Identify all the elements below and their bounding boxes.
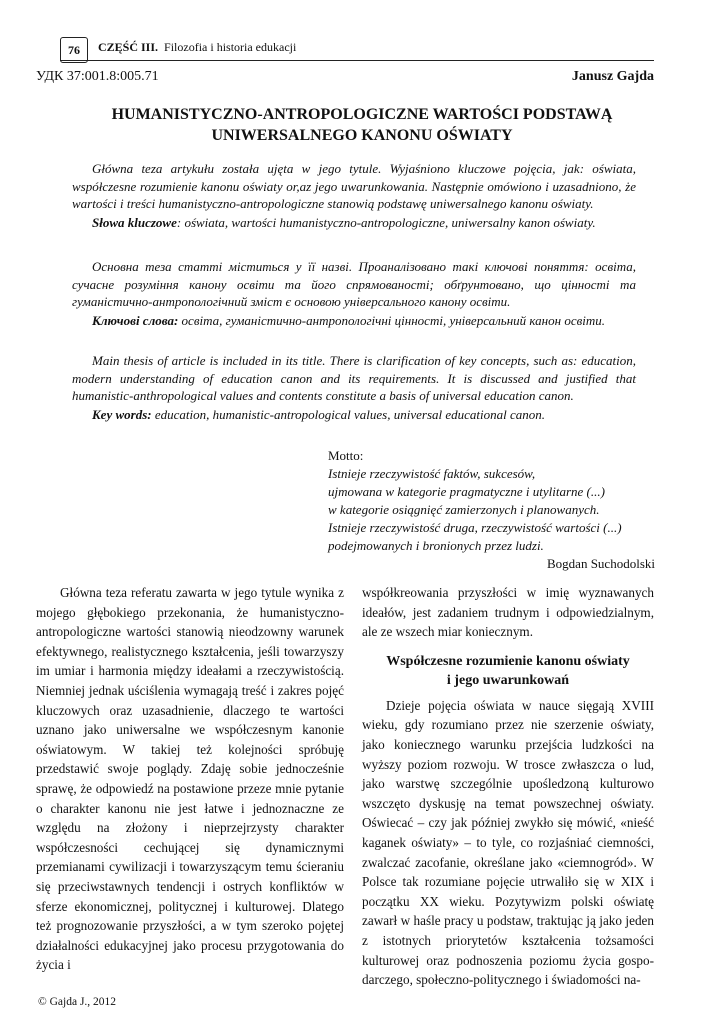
abstract-english xyxy=(72,352,636,423)
running-header xyxy=(98,40,296,55)
keywords-english-text: education, humanistic-antropological values, universal educational canon. xyxy=(151,406,546,422)
body-right-column xyxy=(362,583,654,990)
motto-line: ujmowana w kategorie pragmatyczne i utylitarne (...) xyxy=(328,484,605,499)
section-title: Filozofia i historia edukacji xyxy=(164,40,297,54)
section-heading xyxy=(362,652,654,690)
page-number: 76 xyxy=(60,37,88,63)
copyright-footer: © Gajda J., 2012 xyxy=(38,996,117,1008)
author-name: Janusz Gajda xyxy=(571,69,654,84)
keywords-ukrainian-text: освіта, гуманістично-антропологічні цінності, універсальний канон освіти. xyxy=(178,312,605,328)
header-rule xyxy=(60,60,654,61)
abstract-polish xyxy=(72,160,636,231)
body-paragraph-continuation: współkreowania przyszłości w imię wyznawanych ideałów, jest zadaniem trudnym i odpowiedzialnym, ale ze wszech miar koniecznym. xyxy=(362,585,654,640)
body-paragraph: Główna teza referatu zawarta w jego tytule wynika z mojego głębokiego przekonania, że humanistyczno-antropologiczne wartości stanowią nieodzowny warunek efektywnego, realistycznego kształcenia, jeśli towarzyszy im umiar i harmonia między ideałami a rzeczywistością. Niemniej jednak uściślenia wymagają treść i zakres pojęć kluczowych oraz uzasadnienie, dlaczego te wartości uznano jako uniwersalne we współczesnym kanonie oświatowym. W takiej też kolejności spróbuję przedstawić swoje poglądy. Zdaję sobie jednocześnie sprawę, że odpowiedź na postawione przeze mnie pytanie o charakter kanonu nie jest łatwe i jednoznaczne ze względu na złożony i nieprzejrzysty charakter współczesności cechującej się dynamicznymi przemianami cywilizacji i towarzyszącym temu ścieraniu się przeciwstawnych tendencji i ostrych konfliktów w sferze ekonomicznej, politycznej i kulturowej. Dlatego też prognozowanie przyszłości, a w tym szeroko pojętej działalności edukacyjnej jako procesu przygotowania do życia i xyxy=(36,585,344,973)
motto xyxy=(328,447,655,573)
title-line-2: UNIWERSALNEGO KANONU OŚWIATY xyxy=(211,127,513,144)
keywords-polish-label: Słowa kluczowe xyxy=(92,214,177,230)
section-heading-line-1: Współczesne rozumienie kanonu oświaty xyxy=(386,653,630,669)
abstract-english-text: Main thesis of article is included in its title. There is clarification of key concepts, such as: education, modern understanding of education canon and its requirements. It is discussed and justified that humanistic-anthropological values and contents constitute a basis of universal education canon. xyxy=(72,353,636,403)
body-paragraph: Dzieje pojęcia oświata w nauce sięgają XVIII wieku, gdy rozumiano przez nie szerzenie oświaty, jako koniecznego warunku przejścia ludzkości na wyższy poziom rozwoju. W trosce zwłaszcza o lud, jako warstwę szczególnie upośledzoną kulturowo wszczęto dyskusję na temat powszechnej oświaty. Oświecać – czy jak później zwykło się mówić, «nieść kaganek oświaty» – to tyle, co rozjaśniać ciemności, zwalczać zacofanie, określane jako «ciemnogród». W Polsce tak rozumiane pojęcie utrwaliło się w XIX i początku XX wieku. Pozytywizm polski oświatę zawarł w haśle pracy u podstaw, traktując ją jako jeden z istotnych priorytetów kształcenia tożsamości kulturowej oraz podnoszenia poziomu życia gospodarczego, społeczno-politycznego i świadomości na- xyxy=(362,697,654,988)
keywords-english-label: Key words: xyxy=(92,406,152,422)
motto-line: podejmowanych i bronionych przez ludzi. xyxy=(328,538,544,553)
abstract-ukrainian-text: Основна теза статті міститься у її назві. Проаналізовано такі ключові поняття: освіта, сучасне розуміння канону освіти та його спрямованості; обґрунтовано, що цінності та гуманістично-антропологічний зміст є основою універсального канону освіти. xyxy=(72,259,636,309)
motto-label: Motto: xyxy=(328,448,364,463)
keywords-english xyxy=(72,406,636,424)
motto-attribution: Bogdan Suchodolski xyxy=(547,556,655,571)
section-label: CZĘŚĆ III. xyxy=(98,40,159,54)
abstract-ukrainian xyxy=(72,258,636,329)
keywords-polish-text: : oświata, wartości humanistyczno-antropologiczne, uniwersalny kanon oświaty. xyxy=(176,214,596,230)
motto-line: Istnieje rzeczywistość druga, rzeczywistość wartości (...) xyxy=(328,520,622,535)
article-title xyxy=(40,104,684,146)
section-heading-line-2: i jego uwarunkowań xyxy=(446,672,570,688)
motto-line: w kategorie osiągnięć zamierzonych i planowanych. xyxy=(328,502,600,517)
keywords-ukrainian xyxy=(72,312,636,330)
title-line-1: HUMANISTYCZNO-ANTROPOLOGICZNE WARTOŚCI PODSTAWĄ xyxy=(111,106,613,123)
abstract-polish-text: Główna teza artykułu została ujęta w jego tytule. Wyjaśniono kluczowe pojęcia, jak: oświata, współczesne rozumienie kanonu oświaty or,az jego uwarunkowania. Następnie omówiono i uzasadniono, że wartości i treści humanistyczno-antropologiczne stanowią podstawę uniwersalnego kanonu oświaty. xyxy=(72,161,636,211)
keywords-polish xyxy=(72,214,636,232)
udc-code: УДК 37:001.8:005.71 xyxy=(36,69,159,84)
keywords-ukrainian-label: Ключові слова: xyxy=(92,312,179,328)
body-left-column xyxy=(36,583,344,975)
motto-line: Istnieje rzeczywistość faktów, sukcesów, xyxy=(328,466,536,481)
